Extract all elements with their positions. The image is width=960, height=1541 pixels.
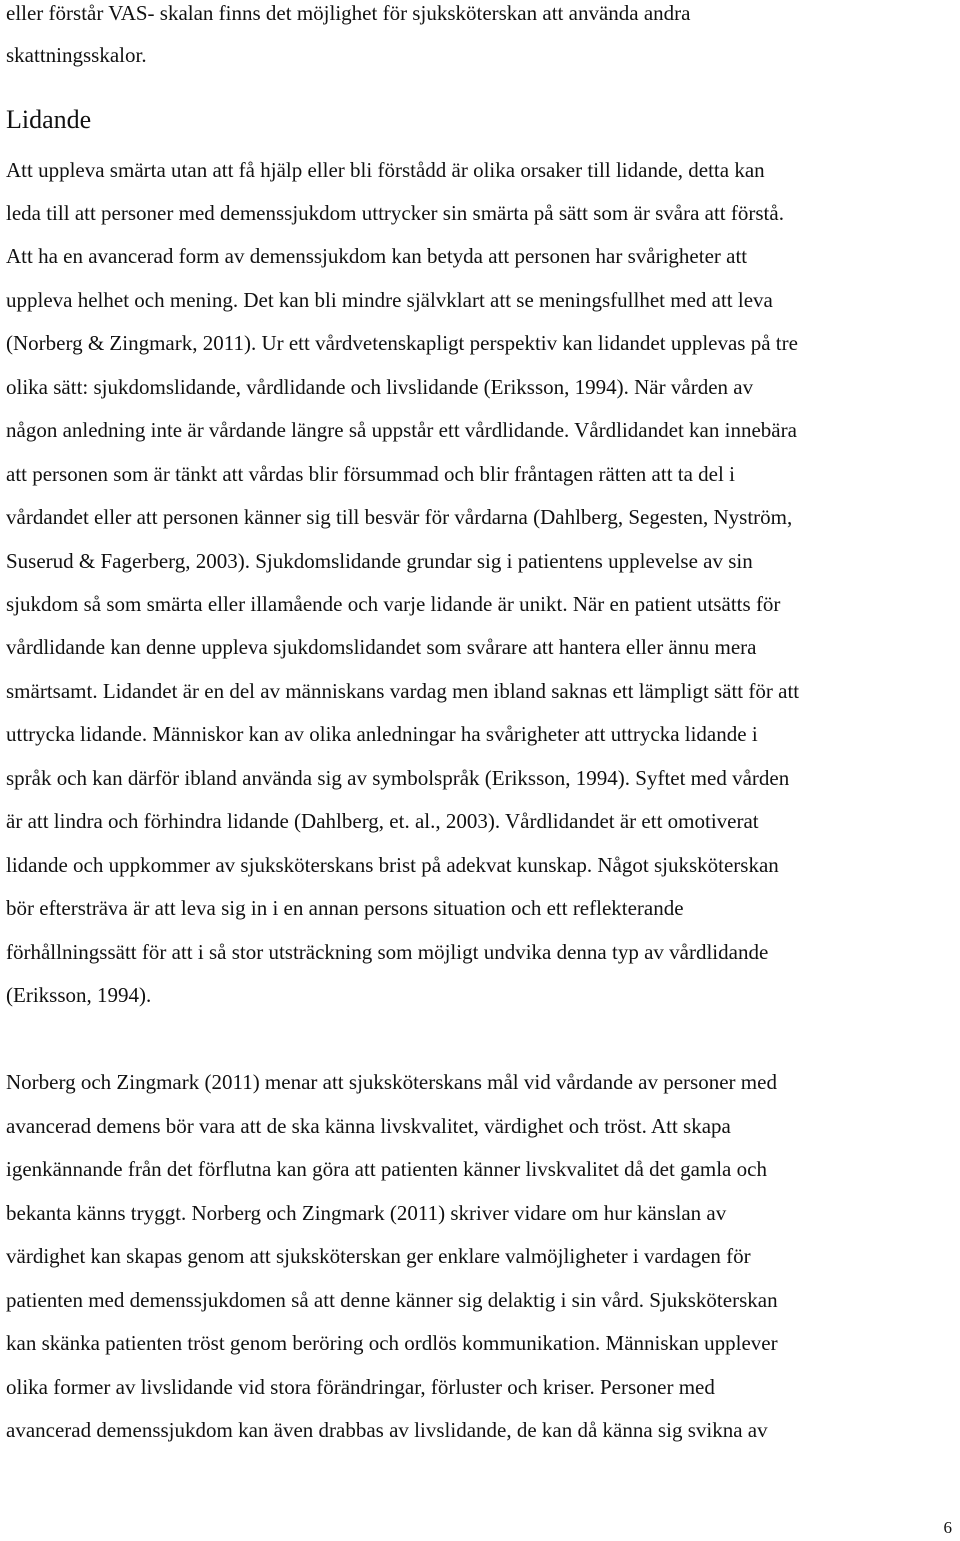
paragraph-2-line: avancerad demenssjukdom kan även drabbas av livslidande, de kan då känna sig svikna av: [6, 1418, 768, 1442]
paragraph-1-line: Att uppleva smärta utan att få hjälp eller bli förstådd är olika orsaker till lidande, detta kan: [6, 158, 765, 182]
intro-line-2: skattningsskalor.: [6, 43, 147, 67]
paragraph-2-line: bekanta känns tryggt. Norberg och Zingmark (2011) skriver vidare om hur känslan av: [6, 1201, 727, 1225]
paragraph-1-line: någon anledning inte är vårdande längre så uppstår ett vårdlidande. Vårdlidandet kan innebära: [6, 418, 797, 442]
paragraph-1-line: olika sätt: sjukdomslidande, vårdlidande och livslidande (Eriksson, 1994). När vården av: [6, 375, 754, 399]
paragraph-1-line: att personen som är tänkt att vårdas blir försummad och blir fråntagen rätten att ta del i: [6, 462, 735, 486]
paragraph-1-line: språk och kan därför ibland använda sig av symbolspråk (Eriksson, 1994). Syftet med vården: [6, 766, 790, 790]
paragraph-1-line: smärtsamt. Lidandet är en del av människans vardag men ibland saknas ett lämpligt sätt för att: [6, 679, 800, 703]
paragraph-1-line: sjukdom så som smärta eller illamående och varje lidande är unikt. När en patient utsätts för: [6, 592, 781, 616]
paragraph-1-line: Att ha en avancerad form av demenssjukdom kan betyda att personen har svårigheter att: [6, 244, 748, 268]
paragraph-1-line: uppleva helhet och mening. Det kan bli mindre självklart att se meningsfullhet med att leva: [6, 288, 773, 312]
paragraph-1-line: leda till att personer med demenssjukdom uttrycker sin smärta på sätt som är svåra att förstå.: [6, 201, 784, 225]
paragraph-1-line: (Eriksson, 1994).: [6, 983, 152, 1007]
paragraph-1-line: uttrycka lidande. Människor kan av olika anledningar ha svårigheter att uttrycka lidande i: [6, 722, 758, 746]
paragraph-2-line: värdighet kan skapas genom att sjuksköterskan ger enklare valmöjligheter i vardagen för: [6, 1244, 751, 1268]
paragraph-2-line: kan skänka patienten tröst genom beröring och ordlös kommunikation. Människan upplever: [6, 1331, 778, 1355]
page-number: 6: [943, 1518, 952, 1537]
intro-line-1: eller förstår VAS- skalan finns det möjlighet för sjuksköterskan att använda andra: [6, 1, 691, 25]
paragraph-2-line: Norberg och Zingmark (2011) menar att sjuksköterskans mål vid vårdande av personer med: [6, 1070, 777, 1094]
paragraph-1-line: (Norberg & Zingmark, 2011). Ur ett vårdvetenskapligt perspektiv kan lidandet upplevas på tre: [6, 331, 798, 355]
paragraph-2-line: avancerad demens bör vara att de ska känna livskvalitet, värdighet och tröst. Att skapa: [6, 1114, 731, 1138]
paragraph-1-line: är att lindra och förhindra lidande (Dahlberg, et. al., 2003). Vårdlidandet är ett omotiverat: [6, 809, 759, 833]
paragraph-2-line: olika former av livslidande vid stora förändringar, förluster och kriser. Personer med: [6, 1375, 715, 1399]
section-heading: Lidande: [6, 105, 92, 134]
paragraph-2-line: igenkännande från det förflutna kan göra att patienten känner livskvalitet då det gamla och: [6, 1157, 767, 1181]
paragraph-1-line: bör eftersträva är att leva sig in i en annan persons situation och ett reflekterande: [6, 896, 684, 920]
paragraph-1-line: vårdlidande kan denne uppleva sjukdomslidandet som svårare att hantera eller ännu mera: [6, 635, 757, 659]
paragraph-2-line: patienten med demenssjukdomen så att denne känner sig delaktig i sin vård. Sjuksköterskan: [6, 1288, 778, 1312]
paragraph-1-line: förhållningssätt för att i så stor utsträckning som möjligt undvika denna typ av vårdlidande: [6, 940, 769, 964]
paragraph-1-line: lidande och uppkommer av sjuksköterskans brist på adekvat kunskap. Något sjuksköterskan: [6, 853, 779, 877]
paragraph-1-line: Suserud & Fagerberg, 2003). Sjukdomslidande grundar sig i patientens upplevelse av sin: [6, 549, 753, 573]
paragraph-1-line: vårdandet eller att personen känner sig till besvär för vårdarna (Dahlberg, Segesten, Nyström,: [6, 505, 793, 529]
